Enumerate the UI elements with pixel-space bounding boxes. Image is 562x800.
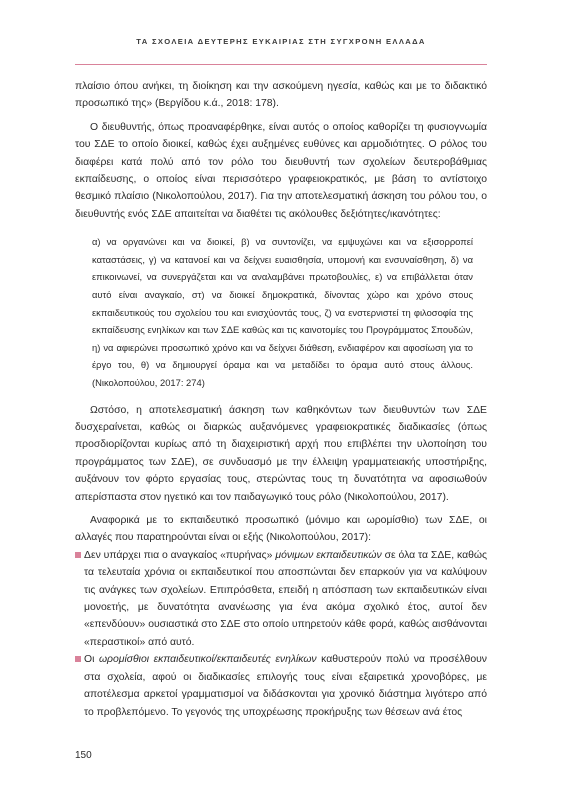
block-quote bbox=[92, 233, 473, 391]
square-bullet-icon bbox=[75, 552, 81, 558]
block-quote-text: α) να οργανώνει και να διοικεί, β) να συντονίζει, να εμψυχώνει και να εξισορροπεί καταστάσεις, γ) να κατανοεί και να δείχνει ευαισθησία, υπομονή και ενσυναίσθηση, δ) να επικοινωνεί, να συνεργάζεται και να αναλαμβάνει πρωτοβουλίες, ε) να επιβάλλεται όταν αυτό είναι αναγκαίο, στ) να διοικεί δημοκρατικά, δίνοντας χώρο και χρόνο στους εκπαιδευτικούς του σχολείου του και ενισχύοντάς τους, ζ) να ενστερνιστεί τη φιλοσοφία της εκπαίδευσης ενηλίκων και των ΣΔΕ καθώς και τις καινοτομίες του Προγράμματος Σπουδών, η) να αφιερώνει προσωπικό χρόνο και να δείχνει διάθεση, ενδιαφέρον και αφοσίωση για το έργο του, θ) να δημιουργεί όραμα και να μεταδίδει το όραμα αυτό στους άλλους. (Νικολοπούλου, 2017: 274) bbox=[92, 236, 473, 388]
paragraph-continuation: πλαίσιο όπου ανήκει, τη διοίκηση και την ασκούμενη ηγεσία, καθώς και με το διδακτικό προσωπικό της» (Βεργίδου κ.ά., 2018: 178). bbox=[75, 81, 487, 110]
page-number: 150 bbox=[75, 750, 92, 761]
paragraph-bureaucracy: Ωστόσο, η αποτελεσματική άσκηση των καθηκόντων των διευθυντών των ΣΔΕ δυσχεραίνεται, καθώς οι διαρκώς αυξανόμενες γραφειοκρατικές διαδικασίες (όπως προσδιορίζονται κυρίως από τη διαχειριστική αρχή που επιβλέπει την υλοποίηση του προγράμματος των ΣΔΕ), σε συνδυασμό με την έλλειψη γραμματειακής υποστήριξης, αυξάνουν τον φόρτο εργασίας τους, στερώντας τους τη δυνατότητα να αφοσιωθούν απερίσπαστα στον ηγετικό και τον παιδαγωγικό τους ρόλο (Νικολοπούλου, 2017). bbox=[75, 404, 487, 503]
paragraph-director-role: Ο διευθυντής, όπως προαναφέρθηκε, είναι αυτός ο οποίος καθορίζει τη φυσιογνωμία του ΣΔΕ το οποίο διοικεί, καθώς έχει αυξημένες ευθύνες και αρμοδιότητες. Ο ρόλος του διαφέρει κατά πολύ από τον ρόλο του διευθυντή των σχολείων δευτεροβάθμιας εκπαίδευσης, ο οποίος είναι περισσότερο γραφειοκρατικός, με βάση το αντίστοιχο θεσμικό πλαίσιο (Νικολοπούλου, 2017). Για την αποτελεσματική άσκηση του ρόλου του, ο διευθυντής ενός ΣΔΕ απαιτείται να διαθέτει τις ακόλουθες δεξιότητες/ικανότητες: bbox=[75, 121, 487, 220]
paragraph-staff-intro: Αναφορικά με το εκπαιδευτικό προσωπικό (μόνιμο και ωρομίσθιο) των ΣΔΕ, οι αλλαγές που παρατηρούνται είναι οι εξής (Νικολοπούλου, 2017): bbox=[75, 515, 487, 544]
bullet-text: Οι ωρομίσθιοι εκπαιδευτικοί/εκπαιδευτές ενηλίκων καθυστερούν πολύ να προσέλθουν στα σχολεία, αφού οι διαδικασίες επιλογής τους είναι εξαιρετικά χρονοβόρες, με αποτέλεσμα αρκετοί γραμματισμοί να διδάσκονται για χρονικό διάστημα λιγότερο από το προβλεπόμενο. Το γεγονός της υποχρέωσης προκήρυξης των θέσεων ανά έτος bbox=[84, 654, 487, 718]
bullet-item-hourly-staff bbox=[75, 651, 487, 721]
page-body bbox=[75, 78, 487, 721]
header-rule bbox=[75, 64, 487, 65]
square-bullet-icon bbox=[75, 656, 81, 662]
running-header: ΤΑ ΣΧΟΛΕΙΑ ΔΕΥΤΕΡΗΣ ΕΥΚΑΙΡΙΑΣ ΣΤΗ ΣΥΓΧΡΟΝΗ ΕΛΛΑΔΑ bbox=[136, 37, 426, 46]
bullet-item-permanent-staff bbox=[75, 547, 487, 651]
bullet-text: Δεν υπάρχει πια ο αναγκαίος «πυρήνας» μόνιμων εκπαιδευτικών σε όλα τα ΣΔΕ, καθώς τα τελευταία χρόνια οι εκπαιδευτικοί που αποσπώνται δεν επαρκούν για να καλύψουν τις ανάγκες των σχολείων. Επιπρόσθετα, επειδή η απόσπαση των εκπαιδευτικών είναι μονοετής, με δυνατότητα ανανέωσης για ένα ακόμα σχολικό έτος, αυτοί δεν «επενδύουν» ουσιαστικά στο ΣΔΕ στο οποίο υπηρετούν κάθε φορά, καθώς αισθάνονται «περαστικοί» από αυτό. bbox=[84, 549, 487, 648]
